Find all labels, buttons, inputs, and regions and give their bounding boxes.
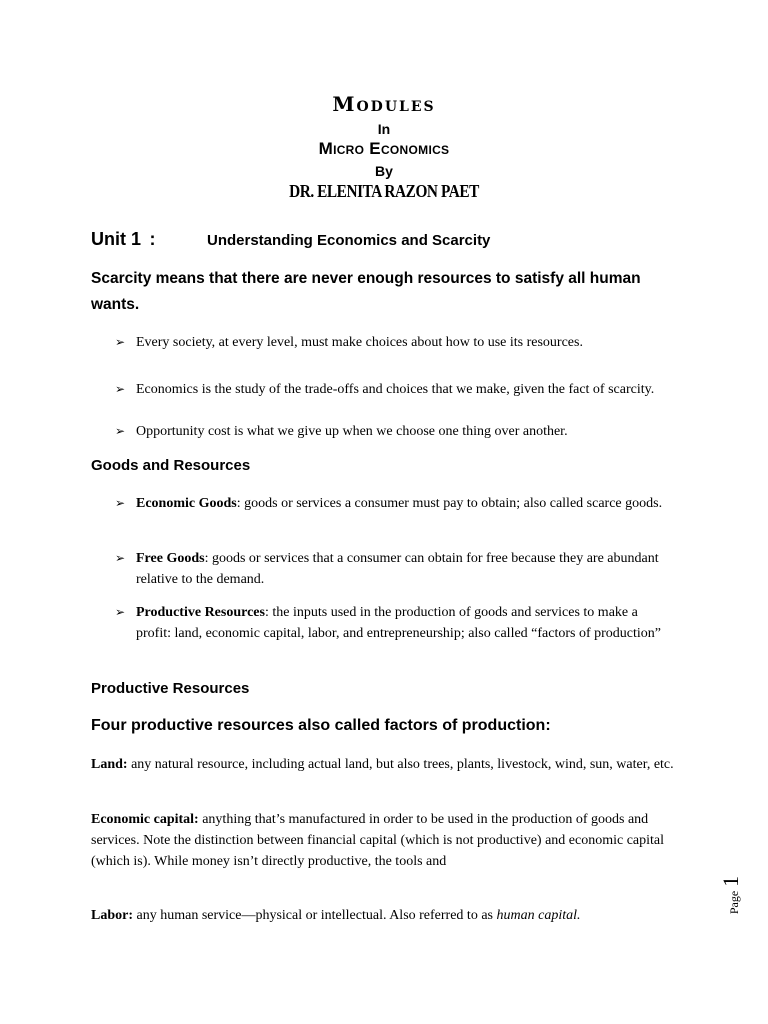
list-item: [115, 332, 675, 353]
arrowhead-bullet-icon: ➢: [115, 335, 126, 349]
definition: : goods or services a consumer must pay to obtain; also called scarce goods.: [236, 496, 663, 511]
author-name: DR. ELENITA RAZON PAET: [289, 181, 479, 201]
definition: : goods or services that a consumer can obtain for free because they are abundant relative to the demand.: [136, 551, 659, 587]
page-word: Page: [727, 890, 741, 915]
title-by: By: [375, 163, 393, 179]
factor-paragraph: [91, 754, 681, 775]
list-item: [115, 421, 675, 442]
page-number-value: 1: [718, 875, 743, 887]
bullet-text: Economics is the study of the trade-offs and choices that we make, given the fact of scarcity.: [136, 382, 655, 397]
arrowhead-bullet-icon: ➢: [115, 424, 126, 438]
bullet-text: Every society, at every level, must make choices about how to use its resources.: [136, 335, 583, 350]
page-number: [708, 875, 748, 930]
factors-heading: Four productive resources also called factors of production:: [91, 717, 551, 734]
arrowhead-bullet-icon: ➢: [115, 551, 126, 565]
factor-paragraph: [91, 809, 681, 872]
arrowhead-bullet-icon: ➢: [115, 382, 126, 396]
definition: any human service—physical or intellectual. Also referred to as: [133, 908, 497, 923]
term: Land:: [91, 757, 128, 772]
arrowhead-bullet-icon: ➢: [115, 496, 126, 510]
modules-title: Modules: [332, 92, 436, 116]
factor-paragraph: [91, 905, 681, 926]
list-item: [115, 548, 675, 590]
subject-title: Micro Economics: [318, 139, 450, 158]
unit-label: Unit 1: [91, 229, 142, 249]
arrowhead-bullet-icon: ➢: [115, 605, 126, 619]
list-item: [115, 493, 675, 514]
productive-heading: Productive Resources: [91, 680, 250, 697]
term: Economic Goods: [136, 496, 237, 511]
term: Productive Resources: [136, 605, 265, 620]
term: Free Goods: [136, 551, 205, 566]
bullet-text: Opportunity cost is what we give up when we choose one thing over another.: [136, 424, 568, 439]
scarcity-lead: Scarcity means that there are never enough resources to satisfy all human wants.: [91, 270, 641, 313]
term: Labor:: [91, 908, 133, 923]
unit-heading: [91, 229, 491, 250]
list-item: [115, 602, 675, 644]
definition: anything that’s manufactured in order to be used in the production of goods and services. Note the distinction between financial capital (which is not productive) and economic capital (which is). While money isn’t directly productive, the tools and: [91, 812, 665, 869]
definition: any natural resource, including actual land, but also trees, plants, livestock, wind, sun, water, etc.: [127, 757, 674, 772]
goods-heading: Goods and Resources: [91, 457, 251, 474]
unit-colon: :: [149, 229, 156, 249]
term: Economic capital:: [91, 812, 199, 827]
list-item: [115, 379, 675, 400]
title-in: In: [377, 121, 391, 137]
definition: : the inputs used in the production of goods and services to make a profit: land, economic capital, labor, and entrepreneurship; also called “factors of production”: [136, 605, 662, 641]
unit-title: Understanding Economics and Scarcity: [207, 232, 491, 249]
emphasis: human capital.: [496, 908, 581, 923]
